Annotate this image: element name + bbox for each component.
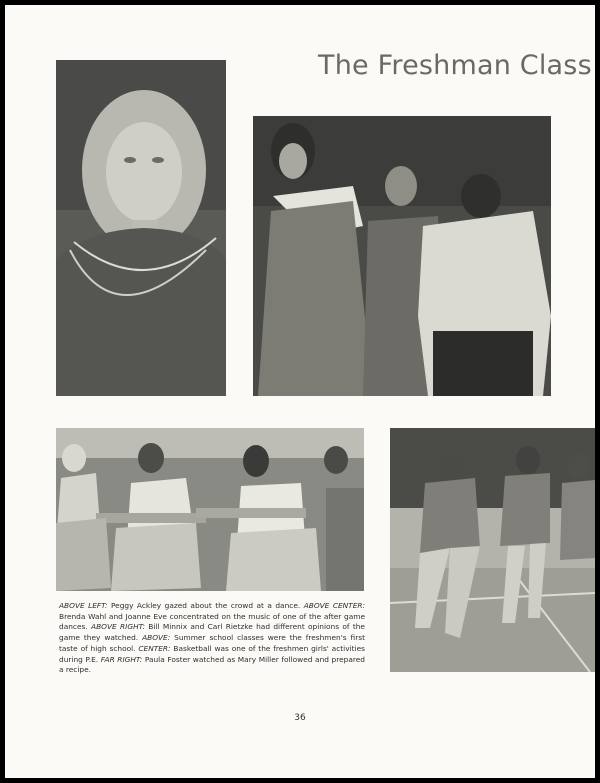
photo-above-center-right	[253, 116, 551, 396]
page-title: The Freshman Class	[318, 50, 592, 81]
caption-text: Peggy Ackley gazed about the crowd at a dance.	[107, 601, 304, 610]
caption-label: ABOVE CENTER:	[303, 601, 365, 610]
caption-text: Summer school classes were the freshmen's first taste of high school.	[59, 633, 365, 653]
caption-label: FAR RIGHT:	[100, 654, 143, 664]
photo-above	[56, 428, 364, 591]
caption-text: Brenda Wahl and Joanne Eve concentrated on the music of one of the after game dances.	[59, 611, 365, 632]
photo-caption	[59, 601, 365, 676]
caption-label: ABOVE:	[142, 633, 171, 643]
caption-label: ABOVE RIGHT:	[91, 622, 145, 632]
caption-text: Paula Foster watched as Mary Miller followed and prepared a recipe.	[59, 654, 365, 675]
caption-text: Basketball was one of the freshmen girls' activities during P.E.	[59, 643, 365, 664]
photo-far-right	[390, 428, 595, 672]
photo-above-left	[56, 60, 226, 396]
page-number: 36	[294, 713, 306, 723]
caption-text: Bill Minnix and Carl Rietzke had different opinions of the game they watched.	[59, 622, 365, 643]
caption-label: CENTER:	[138, 643, 171, 653]
caption-label: ABOVE LEFT:	[59, 601, 108, 610]
